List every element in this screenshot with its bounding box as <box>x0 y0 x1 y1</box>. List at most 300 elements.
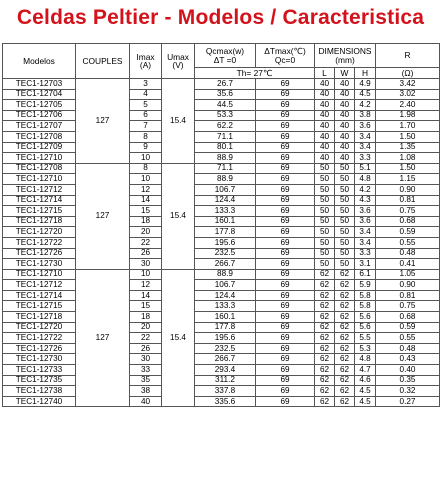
qcmax-cell: 71.1 <box>195 131 256 142</box>
resistance-cell: 0.59 <box>376 322 440 333</box>
header-couples: COUPLES <box>76 44 130 79</box>
qcmax-cell: 106.7 <box>195 184 256 195</box>
imax-cell: 8 <box>130 131 162 142</box>
dtmax-cell: 69 <box>256 121 315 132</box>
qcmax-cell: 311.2 <box>195 375 256 386</box>
qcmax-cell: 133.3 <box>195 301 256 312</box>
table-row <box>3 301 440 312</box>
imax-cell: 7 <box>130 121 162 132</box>
table-row <box>3 79 440 90</box>
imax-cell: 10 <box>130 174 162 185</box>
qcmax-cell: 133.3 <box>195 206 256 217</box>
qcmax-cell: 35.6 <box>195 89 256 100</box>
resistance-cell: 0.48 <box>376 343 440 354</box>
resistance-cell: 1.05 <box>376 269 440 280</box>
header-qcmax-text: Qcmax(w) ΔT =0 <box>205 46 245 65</box>
table-row <box>3 259 440 270</box>
height-cell: 3.4 <box>355 227 376 238</box>
width-cell: 62 <box>335 375 355 386</box>
height-cell: 3.6 <box>355 216 376 227</box>
qcmax-cell: 53.3 <box>195 110 256 121</box>
model-cell: TEC1-12706 <box>3 110 76 121</box>
qcmax-cell: 337.8 <box>195 386 256 397</box>
height-cell: 3.3 <box>355 248 376 259</box>
length-cell: 50 <box>315 216 335 227</box>
table-row <box>3 280 440 291</box>
length-cell: 40 <box>315 142 335 153</box>
model-cell: TEC1-12708 <box>3 163 76 174</box>
model-cell: TEC1-12708 <box>3 131 76 142</box>
qcmax-cell: 177.8 <box>195 322 256 333</box>
height-cell: 3.1 <box>355 259 376 270</box>
width-cell: 40 <box>335 142 355 153</box>
width-cell: 62 <box>335 396 355 407</box>
width-cell: 62 <box>335 301 355 312</box>
qcmax-cell: 44.5 <box>195 100 256 111</box>
dtmax-cell: 69 <box>256 195 315 206</box>
length-cell: 62 <box>315 386 335 397</box>
height-cell: 3.4 <box>355 237 376 248</box>
dtmax-cell: 69 <box>256 184 315 195</box>
height-cell: 3.6 <box>355 206 376 217</box>
resistance-cell: 0.59 <box>376 227 440 238</box>
dtmax-cell: 69 <box>256 216 315 227</box>
qcmax-cell: 195.6 <box>195 333 256 344</box>
width-cell: 40 <box>335 110 355 121</box>
couples-cell: 127 <box>76 163 130 269</box>
length-cell: 50 <box>315 248 335 259</box>
model-cell: TEC1-12720 <box>3 322 76 333</box>
table-row <box>3 163 440 174</box>
imax-cell: 20 <box>130 322 162 333</box>
model-cell: TEC1-12740 <box>3 396 76 407</box>
length-cell: 40 <box>315 110 335 121</box>
imax-cell: 15 <box>130 206 162 217</box>
resistance-cell: 1.70 <box>376 121 440 132</box>
imax-cell: 18 <box>130 216 162 227</box>
qcmax-cell: 88.9 <box>195 153 256 164</box>
table-row <box>3 237 440 248</box>
couples-cell: 127 <box>76 269 130 407</box>
header-imax <box>130 44 162 79</box>
resistance-cell: 0.41 <box>376 259 440 270</box>
height-cell: 5.3 <box>355 343 376 354</box>
imax-cell: 12 <box>130 280 162 291</box>
dtmax-cell: 69 <box>256 206 315 217</box>
model-cell: TEC1-12738 <box>3 386 76 397</box>
model-cell: TEC1-12710 <box>3 174 76 185</box>
length-cell: 50 <box>315 195 335 206</box>
length-cell: 40 <box>315 100 335 111</box>
length-cell: 50 <box>315 184 335 195</box>
imax-cell: 12 <box>130 184 162 195</box>
length-cell: 50 <box>315 227 335 238</box>
model-cell: TEC1-12726 <box>3 343 76 354</box>
dtmax-cell: 69 <box>256 142 315 153</box>
width-cell: 50 <box>335 237 355 248</box>
model-cell: TEC1-12714 <box>3 195 76 206</box>
width-cell: 50 <box>335 259 355 270</box>
resistance-cell: 1.98 <box>376 110 440 121</box>
resistance-cell: 0.27 <box>376 396 440 407</box>
model-cell: TEC1-12709 <box>3 142 76 153</box>
table-row <box>3 121 440 132</box>
table-row <box>3 343 440 354</box>
model-cell: TEC1-12704 <box>3 89 76 100</box>
dtmax-cell: 69 <box>256 301 315 312</box>
model-cell: TEC1-12707 <box>3 121 76 132</box>
height-cell: 4.5 <box>355 386 376 397</box>
model-cell: TEC1-12710 <box>3 153 76 164</box>
page-title: Celdas Peltier - Modelos / Caracteristica <box>16 6 425 29</box>
header-dimensions <box>315 44 376 68</box>
imax-cell: 30 <box>130 354 162 365</box>
table-row <box>3 269 440 280</box>
qcmax-cell: 80.1 <box>195 142 256 153</box>
model-cell: TEC1-12705 <box>3 100 76 111</box>
model-cell: TEC1-12715 <box>3 206 76 217</box>
height-cell: 4.8 <box>355 174 376 185</box>
resistance-cell: 0.55 <box>376 333 440 344</box>
table-row <box>3 100 440 111</box>
model-cell: TEC1-12730 <box>3 259 76 270</box>
length-cell: 50 <box>315 174 335 185</box>
height-cell: 3.4 <box>355 142 376 153</box>
resistance-cell: 0.68 <box>376 312 440 323</box>
qcmax-cell: 266.7 <box>195 354 256 365</box>
imax-cell: 22 <box>130 333 162 344</box>
height-cell: 6.1 <box>355 269 376 280</box>
height-cell: 5.1 <box>355 163 376 174</box>
dtmax-cell: 69 <box>256 237 315 248</box>
height-cell: 4.5 <box>355 396 376 407</box>
dtmax-cell: 69 <box>256 354 315 365</box>
imax-cell: 3 <box>130 79 162 90</box>
imax-cell: 9 <box>130 142 162 153</box>
umax-cell: 15.4 <box>162 269 195 407</box>
qcmax-cell: 195.6 <box>195 237 256 248</box>
header-l: L <box>315 68 335 79</box>
length-cell: 40 <box>315 121 335 132</box>
dtmax-cell: 69 <box>256 365 315 376</box>
height-cell: 4.2 <box>355 100 376 111</box>
table-row <box>3 365 440 376</box>
table-row <box>3 227 440 238</box>
model-cell: TEC1-12726 <box>3 248 76 259</box>
dtmax-cell: 69 <box>256 163 315 174</box>
qcmax-cell: 266.7 <box>195 259 256 270</box>
height-cell: 4.2 <box>355 184 376 195</box>
model-cell: TEC1-12714 <box>3 290 76 301</box>
imax-cell: 22 <box>130 237 162 248</box>
dtmax-cell: 69 <box>256 312 315 323</box>
header-dimensions-text: DIMENSIONS (mm) <box>318 46 372 65</box>
imax-cell: 20 <box>130 227 162 238</box>
length-cell: 50 <box>315 237 335 248</box>
width-cell: 50 <box>335 227 355 238</box>
model-cell: TEC1-12710 <box>3 269 76 280</box>
couples-cell: 127 <box>76 79 130 164</box>
table-row <box>3 142 440 153</box>
table-row <box>3 216 440 227</box>
model-cell: TEC1-12718 <box>3 216 76 227</box>
header-dtmax <box>256 44 315 68</box>
width-cell: 62 <box>335 280 355 291</box>
peltier-spec-table <box>2 43 440 407</box>
resistance-cell: 0.40 <box>376 365 440 376</box>
width-cell: 62 <box>335 386 355 397</box>
imax-cell: 8 <box>130 163 162 174</box>
model-cell: TEC1-12722 <box>3 333 76 344</box>
model-cell: TEC1-12703 <box>3 79 76 90</box>
width-cell: 50 <box>335 184 355 195</box>
height-cell: 5.8 <box>355 301 376 312</box>
dtmax-cell: 69 <box>256 153 315 164</box>
model-cell: TEC1-12712 <box>3 184 76 195</box>
table-row <box>3 131 440 142</box>
height-cell: 5.8 <box>355 290 376 301</box>
qcmax-cell: 335.6 <box>195 396 256 407</box>
table-row <box>3 375 440 386</box>
resistance-cell: 1.08 <box>376 153 440 164</box>
table-row <box>3 195 440 206</box>
spec-table-body <box>3 79 440 407</box>
model-cell: TEC1-12730 <box>3 354 76 365</box>
dtmax-cell: 69 <box>256 174 315 185</box>
resistance-cell: 0.35 <box>376 375 440 386</box>
header-models: Modelos <box>3 44 76 79</box>
width-cell: 62 <box>335 343 355 354</box>
width-cell: 62 <box>335 354 355 365</box>
height-cell: 3.4 <box>355 131 376 142</box>
width-cell: 62 <box>335 333 355 344</box>
width-cell: 40 <box>335 131 355 142</box>
table-row <box>3 386 440 397</box>
dtmax-cell: 69 <box>256 100 315 111</box>
imax-cell: 33 <box>130 365 162 376</box>
header-r-unit: (Ω) <box>376 68 440 79</box>
qcmax-cell: 124.4 <box>195 195 256 206</box>
dtmax-cell: 69 <box>256 89 315 100</box>
dtmax-cell: 69 <box>256 280 315 291</box>
qcmax-cell: 88.9 <box>195 269 256 280</box>
header-th: Th= 27℃ <box>195 68 315 79</box>
height-cell: 5.6 <box>355 312 376 323</box>
width-cell: 40 <box>335 121 355 132</box>
dtmax-cell: 69 <box>256 396 315 407</box>
width-cell: 40 <box>335 89 355 100</box>
width-cell: 40 <box>335 79 355 90</box>
resistance-cell: 1.35 <box>376 142 440 153</box>
table-row <box>3 290 440 301</box>
qcmax-cell: 293.4 <box>195 365 256 376</box>
imax-cell: 6 <box>130 110 162 121</box>
length-cell: 50 <box>315 206 335 217</box>
resistance-cell: 0.55 <box>376 237 440 248</box>
dtmax-cell: 69 <box>256 343 315 354</box>
table-row <box>3 184 440 195</box>
header-umax-text: Umax (V) <box>167 51 189 70</box>
height-cell: 4.7 <box>355 365 376 376</box>
resistance-cell: 2.40 <box>376 100 440 111</box>
length-cell: 40 <box>315 153 335 164</box>
dtmax-cell: 69 <box>256 269 315 280</box>
width-cell: 62 <box>335 312 355 323</box>
qcmax-cell: 232.5 <box>195 343 256 354</box>
width-cell: 50 <box>335 174 355 185</box>
table-row <box>3 206 440 217</box>
table-row <box>3 89 440 100</box>
dtmax-cell: 69 <box>256 79 315 90</box>
model-cell: TEC1-12720 <box>3 227 76 238</box>
header-h: H <box>355 68 376 79</box>
width-cell: 50 <box>335 216 355 227</box>
imax-cell: 5 <box>130 100 162 111</box>
table-row <box>3 322 440 333</box>
resistance-cell: 0.81 <box>376 195 440 206</box>
imax-cell: 14 <box>130 195 162 206</box>
imax-cell: 14 <box>130 290 162 301</box>
height-cell: 3.3 <box>355 153 376 164</box>
width-cell: 50 <box>335 206 355 217</box>
length-cell: 62 <box>315 375 335 386</box>
resistance-cell: 0.32 <box>376 386 440 397</box>
qcmax-cell: 177.8 <box>195 227 256 238</box>
resistance-cell: 0.68 <box>376 216 440 227</box>
header-w: W <box>335 68 355 79</box>
table-row <box>3 312 440 323</box>
width-cell: 62 <box>335 365 355 376</box>
dtmax-cell: 69 <box>256 375 315 386</box>
imax-cell: 4 <box>130 89 162 100</box>
resistance-cell: 3.02 <box>376 89 440 100</box>
imax-cell: 10 <box>130 269 162 280</box>
length-cell: 62 <box>315 280 335 291</box>
height-cell: 4.9 <box>355 79 376 90</box>
dtmax-cell: 69 <box>256 131 315 142</box>
length-cell: 40 <box>315 79 335 90</box>
resistance-cell: 0.75 <box>376 206 440 217</box>
imax-cell: 35 <box>130 375 162 386</box>
resistance-cell: 3.42 <box>376 79 440 90</box>
table-row <box>3 110 440 121</box>
length-cell: 62 <box>315 290 335 301</box>
resistance-cell: 0.43 <box>376 354 440 365</box>
width-cell: 40 <box>335 153 355 164</box>
width-cell: 62 <box>335 269 355 280</box>
length-cell: 62 <box>315 354 335 365</box>
dtmax-cell: 69 <box>256 290 315 301</box>
height-cell: 4.8 <box>355 354 376 365</box>
header-r: R <box>376 44 440 68</box>
imax-cell: 26 <box>130 343 162 354</box>
header-umax <box>162 44 195 79</box>
length-cell: 62 <box>315 322 335 333</box>
resistance-cell: 0.90 <box>376 184 440 195</box>
model-cell: TEC1-12733 <box>3 365 76 376</box>
resistance-cell: 1.15 <box>376 174 440 185</box>
dtmax-cell: 69 <box>256 322 315 333</box>
length-cell: 62 <box>315 269 335 280</box>
qcmax-cell: 88.9 <box>195 174 256 185</box>
resistance-cell: 0.48 <box>376 248 440 259</box>
height-cell: 3.8 <box>355 110 376 121</box>
imax-cell: 15 <box>130 301 162 312</box>
width-cell: 50 <box>335 195 355 206</box>
model-cell: TEC1-12715 <box>3 301 76 312</box>
qcmax-cell: 62.2 <box>195 121 256 132</box>
length-cell: 62 <box>315 343 335 354</box>
length-cell: 40 <box>315 131 335 142</box>
length-cell: 62 <box>315 312 335 323</box>
qcmax-cell: 71.1 <box>195 163 256 174</box>
resistance-cell: 1.50 <box>376 131 440 142</box>
resistance-cell: 0.90 <box>376 280 440 291</box>
length-cell: 62 <box>315 301 335 312</box>
width-cell: 62 <box>335 290 355 301</box>
width-cell: 62 <box>335 322 355 333</box>
table-row <box>3 153 440 164</box>
dtmax-cell: 69 <box>256 248 315 259</box>
dtmax-cell: 69 <box>256 333 315 344</box>
height-cell: 4.6 <box>355 375 376 386</box>
resistance-cell: 1.50 <box>376 163 440 174</box>
length-cell: 62 <box>315 396 335 407</box>
height-cell: 4.3 <box>355 195 376 206</box>
model-cell: TEC1-12712 <box>3 280 76 291</box>
width-cell: 50 <box>335 248 355 259</box>
width-cell: 40 <box>335 100 355 111</box>
height-cell: 5.6 <box>355 322 376 333</box>
qcmax-cell: 124.4 <box>195 290 256 301</box>
header-dtmax-text: ΔTmax(℃) Qc=0 <box>264 46 306 65</box>
length-cell: 40 <box>315 89 335 100</box>
model-cell: TEC1-12718 <box>3 312 76 323</box>
height-cell: 5.5 <box>355 333 376 344</box>
table-row <box>3 174 440 185</box>
dtmax-cell: 69 <box>256 259 315 270</box>
model-cell: TEC1-12735 <box>3 375 76 386</box>
dtmax-cell: 69 <box>256 110 315 121</box>
imax-cell: 38 <box>130 386 162 397</box>
table-row <box>3 248 440 259</box>
umax-cell: 15.4 <box>162 79 195 164</box>
length-cell: 50 <box>315 259 335 270</box>
imax-cell: 10 <box>130 153 162 164</box>
qcmax-cell: 160.1 <box>195 312 256 323</box>
qcmax-cell: 232.5 <box>195 248 256 259</box>
qcmax-cell: 160.1 <box>195 216 256 227</box>
model-cell: TEC1-12722 <box>3 237 76 248</box>
imax-cell: 30 <box>130 259 162 270</box>
header-qcmax <box>195 44 256 68</box>
height-cell: 4.5 <box>355 89 376 100</box>
length-cell: 50 <box>315 163 335 174</box>
umax-cell: 15.4 <box>162 163 195 269</box>
imax-cell: 26 <box>130 248 162 259</box>
length-cell: 62 <box>315 333 335 344</box>
table-row <box>3 333 440 344</box>
width-cell: 50 <box>335 163 355 174</box>
dtmax-cell: 69 <box>256 227 315 238</box>
resistance-cell: 0.75 <box>376 301 440 312</box>
height-cell: 5.9 <box>355 280 376 291</box>
table-row <box>3 396 440 407</box>
imax-cell: 40 <box>130 396 162 407</box>
imax-cell: 18 <box>130 312 162 323</box>
table-row <box>3 354 440 365</box>
qcmax-cell: 106.7 <box>195 280 256 291</box>
